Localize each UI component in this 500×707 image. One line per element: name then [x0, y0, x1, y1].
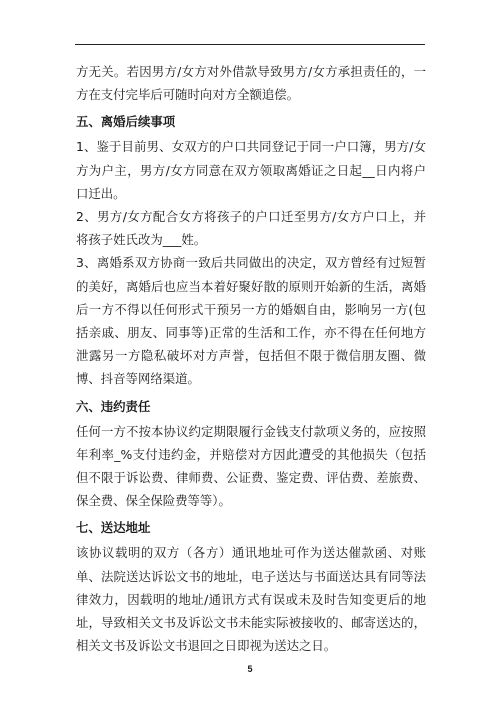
paragraph-hukou-transfer: 1、鉴于目前男、女双方的户口共同登记于同一户口簿，男方/女方为户主，男方/女方同意在双方领取离婚证之日起__日内将户口迁出。 [76, 139, 426, 201]
paragraph-child-hukou: 2、男方/女方配合女方将孩子的户口迁至男方/女方户口上，并将孩子姓氏改为___姓。 [76, 209, 426, 248]
paragraph-breach-terms: 任何一方不按本协议约定期限履行金钱支付款项义务的，应按照年利率_%支付违约金，并赔偿对方因此遭受的其他损失（包括但不限于诉讼费、律师费、公证费、鉴定费、评估费、差旅费、保全费、保全保险费等等）。 [76, 423, 426, 509]
paragraph-service-terms: 该协议载明的双方（各方）通讯地址可作为送达催款函、对账单、法院送达诉讼文书的地址，电子送达与书面送达具有同等法律效力，因载明的地址/通讯方式有误或未及时告知变更后的地址，导致相关文书及诉讼文书未能实际被接收的、邮寄送达的，相关文书及诉讼文书退回之日即视为送达之日。 [76, 545, 426, 654]
heading-post-divorce: 五、离婚后续事项 [76, 114, 176, 130]
paragraph-non-interference: 3、离婚系双方协商一致后共同做出的决定，双方曾经有过短暂的美好，离婚后也应当本着好聚好散的原则开始新的生活，离婚后一方不得以任何形式干预另一方的婚姻自由，影响另一方(包括亲戚、朋友、同事等)正常的生活和工作，亦不得在任何地方泄露另一方隐私破坏对方声誉，包括但不限于微信朋友圈、微博、抖音等网络渠道。 [76, 255, 426, 387]
page-number: 5 [247, 664, 253, 674]
document-body [76, 60, 426, 657]
header-rule [75, 44, 425, 45]
heading-service-address: 七、送达地址 [76, 520, 151, 536]
paragraph-debt-clause: 方无关。若因男方/女方对外借款导致男方/女方承担责任的，一方在支付完毕后可随时向对方全额追偿。 [76, 64, 426, 103]
heading-breach-liability: 六、违约责任 [76, 398, 151, 414]
